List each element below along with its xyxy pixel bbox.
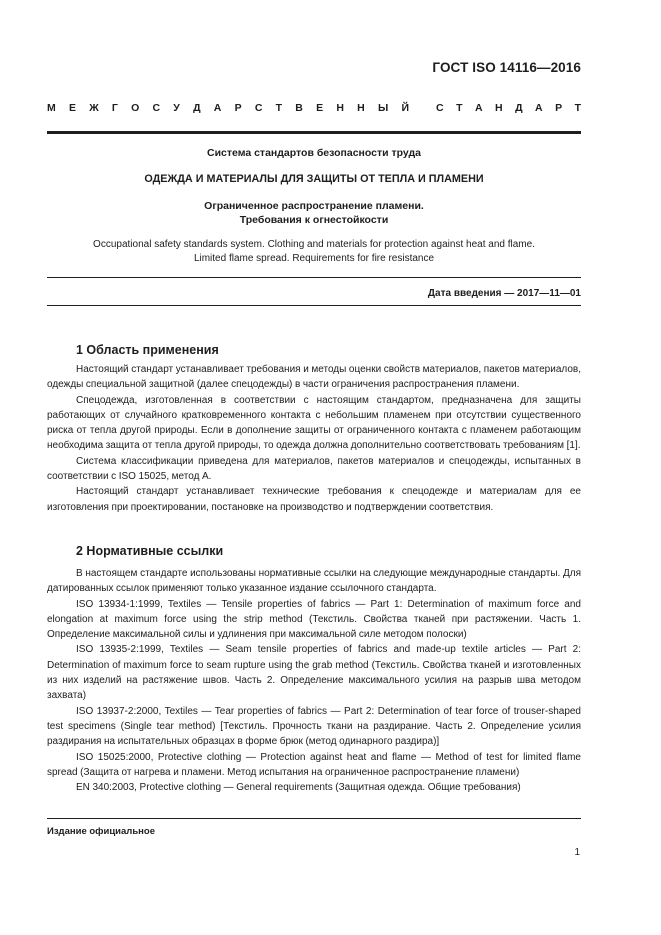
header-rule — [47, 131, 581, 134]
banner-letter: Р — [234, 102, 242, 114]
system-title: Система стандартов безопасности труда — [206, 147, 422, 159]
banner-letter: С — [254, 102, 263, 114]
banner-letter: О — [131, 102, 140, 114]
banner-letter: Н — [495, 102, 503, 114]
banner-letter: Т — [275, 102, 283, 114]
banner-letter: Т — [456, 102, 463, 114]
banner-letter: Р — [555, 102, 563, 114]
edition-label: Издание официальное — [47, 826, 155, 837]
section-heading: 2 Нормативные ссылки — [76, 544, 224, 558]
banner-letter: А — [474, 102, 483, 114]
reference-item: ISO 13934-1:1999, Textiles — Tensile properties of fabrics — Part 1: Determination of maximum force and elongation at maximum force using the strip method (Текстиль. Свойства тканей при растяжении. Часть 1. Определение максимальной силы и удлинения при максимальной силе методом полоски) — [47, 598, 581, 641]
banner-letter: Е — [316, 102, 324, 114]
banner-letter: С — [152, 102, 161, 114]
banner-letter: Ж — [89, 102, 99, 114]
reference-item: EN 340:2003, Protective clothing — General requirements (Защитная одежда. Общие требования) — [76, 782, 521, 794]
banner-letter: А — [213, 102, 222, 114]
section-body — [47, 362, 581, 515]
banner-letter: У — [173, 102, 180, 114]
banner-letter: Т — [574, 102, 581, 114]
banner-letter: Е — [68, 102, 76, 114]
banner-letter: Ы — [377, 102, 389, 114]
banner-letter: Д — [193, 102, 201, 114]
banner-letter: Д — [515, 102, 523, 114]
paragraph: Настоящий стандарт устанавливает технические требования к спецодежде и материалам для ее изготовления при проектировании, постановке на производство и подтверждении соответствия. — [47, 486, 581, 513]
banner-letter: Г — [111, 102, 118, 114]
english-title — [47, 238, 581, 266]
banner-letter: Й — [401, 102, 409, 114]
sub-title — [47, 200, 581, 227]
sub-title-line: Требования к огнестойкости — [239, 213, 389, 226]
reference-item: ISO 15025:2000, Protective clothing — Protection against heat and flame — Method of test for limited flame spread (Защита от нагрева и пламени. Метод испытания на ограниченное распространение пламени) — [47, 751, 581, 778]
english-title-line: Occupational safety standards system. Clothing and materials for protection against heat and flame. — [93, 239, 535, 250]
footer-rule — [47, 818, 581, 819]
interstate-standard-banner — [47, 101, 581, 115]
banner-letter: А — [535, 102, 543, 114]
paragraph: Система классификации приведена для материалов, пакетов материалов и спецодежды, испытанных в соответствии с ISO 15025, метод А. — [47, 455, 581, 483]
banner-letter: Н — [357, 102, 365, 114]
banner-letter: В — [295, 102, 303, 114]
sub-title-line: Ограниченное распространение пламени. — [204, 200, 424, 212]
date-rule — [47, 305, 581, 306]
section-body — [47, 566, 581, 795]
main-title: ОДЕЖДА И МАТЕРИАЛЫ ДЛЯ ЗАЩИТЫ ОТ ТЕПЛА И ПЛАМЕНИ — [144, 173, 484, 185]
banner-letter: М — [47, 102, 56, 114]
standard-id: ГОСТ ISO 14116—2016 — [432, 60, 581, 75]
section-heading: 1 Область применения — [76, 343, 219, 357]
reference-item: ISO 13937-2:2000, Textiles — Tear properties of fabrics — Part 2: Determination of tear force of trouser-shaped test specimens (Single tear method) [Текстиль. Прочность ткани на раздирание. Часть 2. Определение усилия раздирания на испытательных образцах в форме брюк (метод одинарного раздира)] — [47, 705, 581, 748]
english-title-line: Limited flame spread. Requirements for fire resistance — [193, 253, 435, 264]
paragraph: Настоящий стандарт устанавливает требования и методы оценки свойств материалов, пакетов материалов, одежды специальной защитной (далее спецодежды) в части ограничения распространения пламени. — [47, 364, 581, 391]
banner-word-standard — [436, 102, 581, 114]
reference-item: ISO 13935-2:1999, Textiles — Seam tensile properties of fabrics and made-up textile articles — Part 2: Determination of maximum force to seam rupture using the grab method (Текстиль. Свойства тканей и изготовленных из них изделий на растяжение швов. Часть 2. Определение максимального усилия на разрыв шва методом захвата) — [47, 644, 581, 702]
paragraph: В настоящем стандарте использованы нормативные ссылки на следующие международные стандарты. Для датированных ссылок применяют только указанное издание ссылочного стандарта. — [47, 568, 581, 595]
banner-word-interstate — [47, 102, 409, 114]
banner-letter: С — [436, 102, 444, 114]
page-number: 1 — [574, 847, 580, 858]
date-introduced: Дата введения — 2017—11—01 — [427, 288, 581, 299]
title-rule — [47, 277, 581, 278]
banner-letter: Н — [336, 102, 344, 114]
paragraph: Спецодежда, изготовленная в соответствии с настоящим стандартом, предназначена для защиты работающих от случайного кратковременного контакта с небольшим пламенем при отсутствии существенного риска от тепла другой природы. Если в дополнение защиты от ограниченного контакта с пламенем работающим необходима защита от тепла другой природы, то одежда должна дополнительно соответствовать требованиям [1]. — [47, 394, 581, 452]
